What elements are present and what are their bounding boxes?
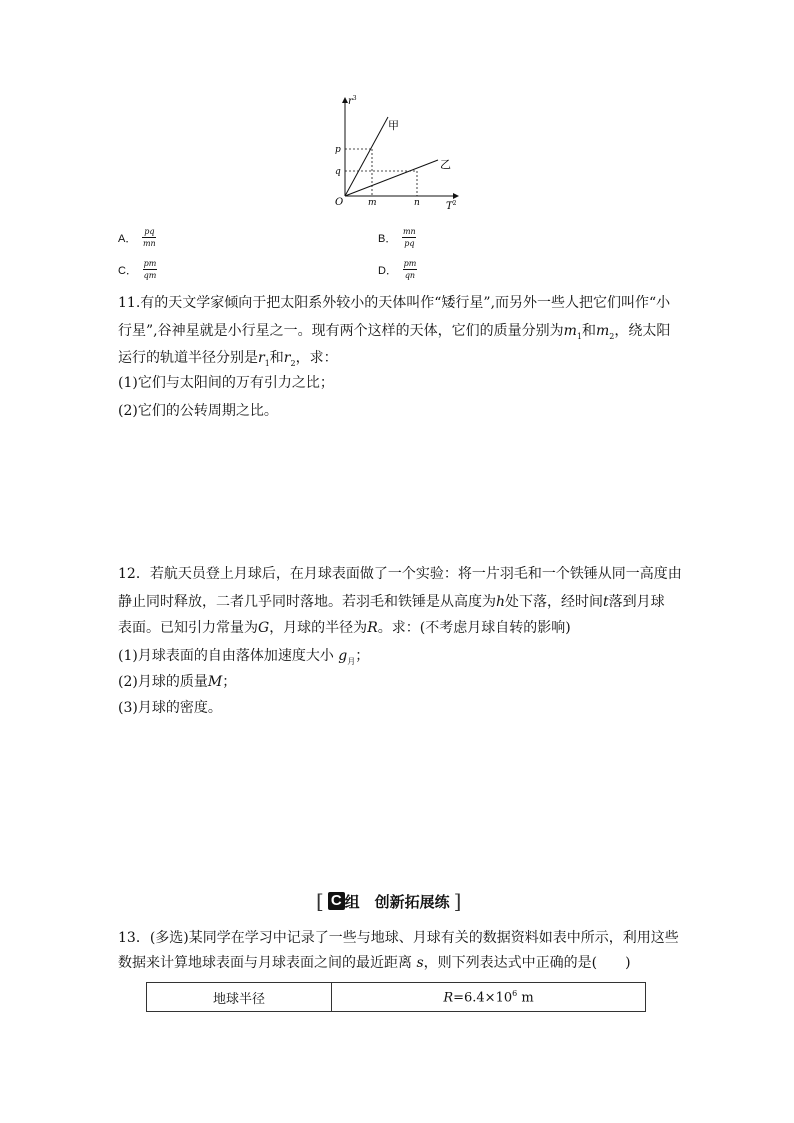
option-c[interactable] xyxy=(118,259,157,280)
q12-part3: (3)月球的密度。 xyxy=(118,700,222,716)
option-d-label: D． xyxy=(378,264,397,277)
option-a-numerator: pq xyxy=(144,227,155,236)
q13-line1: 13．(多选)某同学在学习中记录了一些与地球、月球有关的数据资料如表中所示，利用这些 xyxy=(118,930,679,946)
table-cell-value: $R=6.4\times 10^6$ m xyxy=(332,983,646,1012)
q12-line3: 表面。已知引力常量为G，月球的半径为R。求：(不考虑月球自转的影响) xyxy=(118,620,571,636)
q11-part2: (2)它们的公转周期之比。 xyxy=(118,403,278,419)
option-a-fraction xyxy=(142,227,156,248)
q11-line2: 行星”,谷神星就是小行星之一。现有两个这样的天体，它们的质量分别为$m_1$和$m_2$，绕太阳 xyxy=(118,323,671,341)
option-a[interactable] xyxy=(118,227,156,248)
label-jia: 甲 xyxy=(388,119,399,132)
option-d-denominator: qn xyxy=(404,271,416,280)
tick-p: p xyxy=(335,145,341,155)
x-axis-label: $T^2$ xyxy=(446,200,457,212)
group-c-header xyxy=(316,889,461,913)
option-b-label: B． xyxy=(378,232,397,245)
group-c-title: 组 创新拓展练 xyxy=(344,892,450,911)
q12-part2: (2)月球的质量M； xyxy=(118,674,237,690)
q12-line1: 12．若航天员登上月球后，在月球表面做了一个实验：将一片羽毛和一个铁锤从同一高度由 xyxy=(118,566,682,582)
option-b-fraction xyxy=(402,227,416,248)
line-yi xyxy=(345,160,438,196)
table-cell-label: 地球半径 xyxy=(147,983,332,1012)
option-c-fraction xyxy=(143,259,157,280)
option-c-numerator: pm xyxy=(143,259,157,268)
bracket-right: ] xyxy=(453,889,462,913)
origin-label: O xyxy=(335,197,344,208)
y-axis-label: $r^3$ xyxy=(348,95,357,107)
line-jia xyxy=(345,117,388,196)
q12-line2: 静止同时释放，二者几乎同时落地。若羽毛和铁锤是从高度为h处下落，经时间t落到月球 xyxy=(118,594,665,610)
r3-t2-graph xyxy=(326,92,466,214)
tick-m: m xyxy=(368,198,377,208)
option-d[interactable] xyxy=(378,259,417,280)
option-a-denominator: mn xyxy=(142,239,156,248)
label-yi: 乙 xyxy=(440,158,451,171)
data-table xyxy=(146,982,646,1012)
q11-line3: 运行的轨道半径分别是$r_1$和$r_2$，求： xyxy=(118,350,338,368)
table-row xyxy=(147,983,646,1012)
q11-part1: (1)它们与太阳间的万有引力之比； xyxy=(118,375,334,391)
q13-line2: 数据来计算地球表面与月球表面之间的最近距离 s，则下列表达式中正确的是( ) xyxy=(118,955,631,971)
option-b[interactable] xyxy=(378,227,416,248)
tick-n: n xyxy=(414,198,420,208)
bracket-left: [ xyxy=(316,889,324,913)
option-b-denominator: pq xyxy=(404,239,415,248)
q11-line1: 11.有的天文学家倾向于把太阳系外较小的天体叫作“矮行星”,而另外一些人把它们叫作“小 xyxy=(118,295,671,311)
tick-q: q xyxy=(335,167,341,177)
option-a-label: A． xyxy=(118,232,137,245)
group-c-letter: C xyxy=(328,892,345,910)
q12-part1: (1)月球表面的自由落体加速度大小 $g_月$； xyxy=(118,648,370,666)
option-b-numerator: mn xyxy=(402,227,416,236)
option-d-numerator: pm xyxy=(403,259,417,268)
option-c-denominator: qm xyxy=(143,271,157,280)
option-c-label: C． xyxy=(118,264,137,277)
option-d-fraction xyxy=(403,259,417,280)
